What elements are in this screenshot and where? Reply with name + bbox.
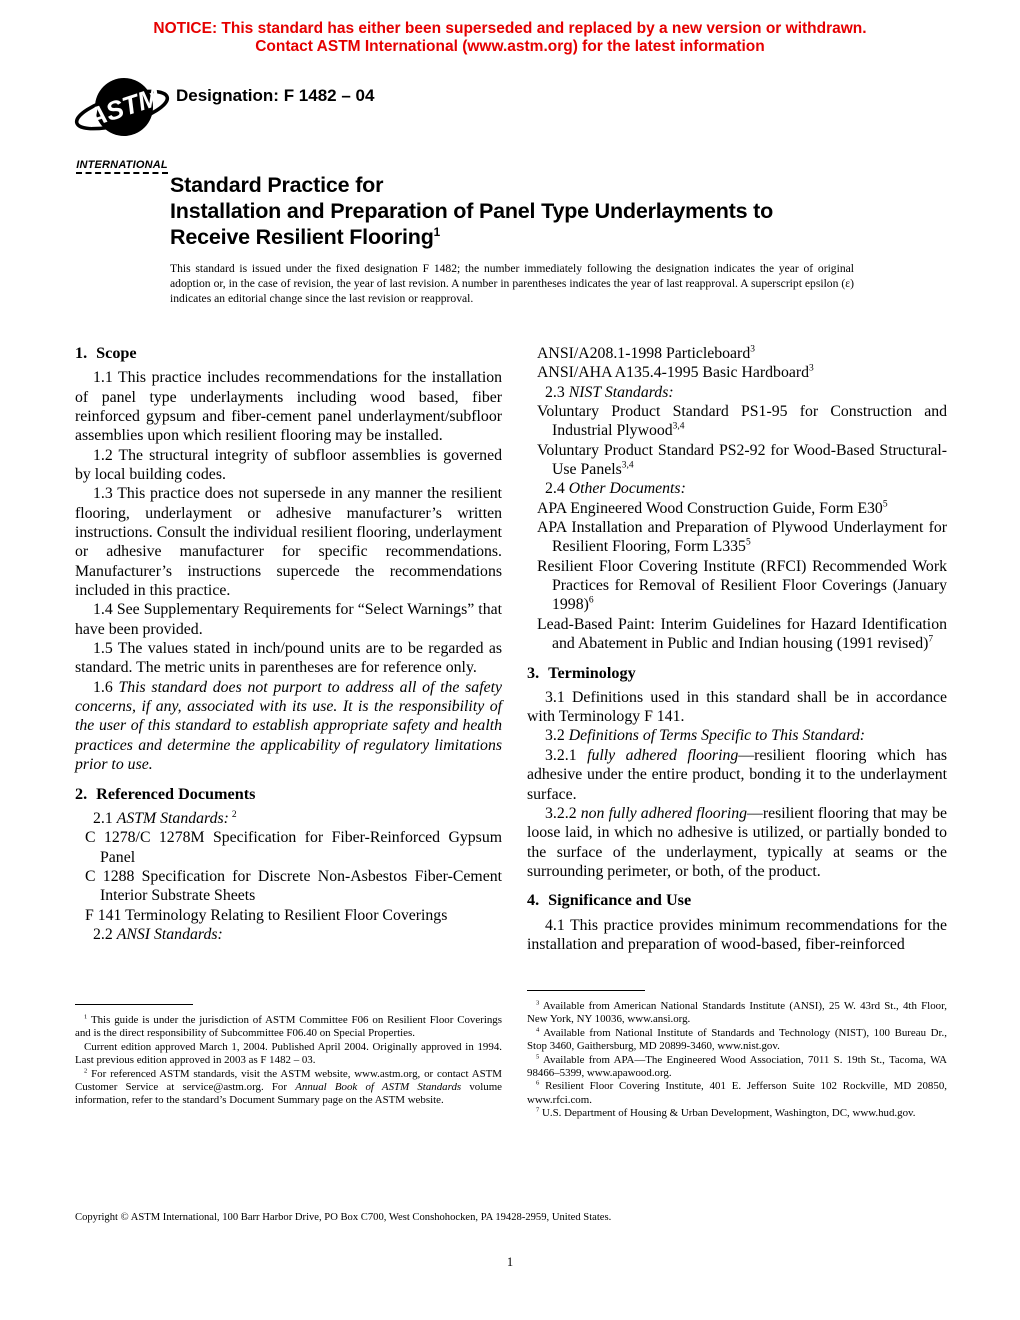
- para-3-2: 3.2 Definitions of Terms Specific to This Standard:: [545, 727, 866, 745]
- astm-globe-icon: [72, 70, 172, 150]
- section-2-heading: 2. Referenced Documents: [75, 784, 256, 803]
- ref-nist-ps2: Voluntary Product Standard PS2-92 for Wood-Based Structural-Use Panels$^{3,4}$: [537, 441, 947, 479]
- title-line-1: Standard Practice for: [170, 173, 384, 197]
- footnote-5: $^5$ Available from APA—The Engineered Wood Association, 7011 S. 19th St., Tacoma, WA 98466–5399, www.apawood.org.: [527, 1053, 948, 1080]
- title-footnote-ref: 1: [433, 224, 440, 239]
- page-title: [170, 172, 773, 250]
- title-line-3: Receive Resilient Flooring$^1$: [170, 224, 440, 249]
- ref-astm-c1278: C 1278/C 1278M Specification for Fiber-Reinforced Gypsum Panel: [85, 829, 502, 866]
- ref-apa-l335: APA Installation and Preparation of Plywood Underlayment for Resilient Flooring, Form $L335^5$: [537, 519, 947, 556]
- para-1-2: 1.2 The structural integrity of subfloor assemblies is governed by local building codes.: [75, 446, 502, 484]
- astm-logo: [68, 70, 176, 174]
- footnote-6: $^6$ Resilient Floor Covering Institute, 401 E. Jefferson Suite 102 Rockville, MD 20850, www.rfci.com.: [527, 1079, 947, 1106]
- right-column: [527, 344, 947, 954]
- ref-ansi-hardboard: ANSI/AHA A135.4-1995 Basic Hardboard$^3$: [537, 364, 814, 382]
- para-2-3: 2.3 NIST Standards:: [545, 383, 674, 401]
- ref-apa-e30: APA Engineered Wood Construction Guide, Form $E30^5$: [537, 499, 888, 517]
- footnotes-left: [75, 1004, 502, 1108]
- para-3-2-1: 3.2.1 fully adhered flooring—resilient flooring which has adhesive under the entire product, bonding it to the underlayment surface.: [527, 746, 947, 803]
- ref-astm-c1288: C 1288 Specification for Discrete Non-Asbestos Fiber-Cement Interior Substrate Sheets: [85, 867, 502, 905]
- section-4-heading: 4. Significance and Use: [527, 891, 692, 910]
- para-1-6: 1.6 This standard does not purport to address all of the safety concerns, if any, associated with its use. It is the responsibility of the user of this standard to establish appropriate safety and health practices and determine the applicability of regulatory limitations prior to use.: [75, 678, 502, 774]
- footnote-2: $^2$ For referenced ASTM standards, visit the ASTM website, www.astm.org, or contact ASTM Customer Service at service@astm.org. For Annual Book of ASTM Standards volume information, refer to the standard’s Document Summary page on the ASTM website.: [75, 1067, 503, 1107]
- para-3-1: 3.1 Definitions used in this standard shall be in accordance with Terminology F 141.: [527, 688, 947, 726]
- para-4-1: 4.1 This practice provides minimum recommendations for the installation and preparation of wood-based, fiber-reinforced: [527, 916, 947, 953]
- issuance-preamble: This standard is issued under the fixed designation F 1482; the number immediately following the designation indicates the year of original adoption or, in the case of revision, the year of last revision. A number in parentheses indicates the year of last reapproval. A superscript epsilon (ε) indicates an editorial change since the last revision or reapproval.: [170, 262, 854, 305]
- footnote-rule-right: [527, 990, 645, 991]
- footnotes-right: [527, 990, 947, 1121]
- footnote-1-edition: Current edition approved March 1, 2004. Published April 2004. Originally approved in 1994. Last previous edition approved in 2003 as F 1482 – 03.: [75, 1040, 502, 1067]
- para-3-2-2: 3.2.2 non fully adhered flooring—resilient flooring that may be loose laid, in which no adhesive is utilized, or partially bonded to the surface of the underlayment, typically at seams or the surrounding perimeter, or both, of the product.: [527, 804, 947, 880]
- ref-rfci: Resilient Floor Covering Institute (RFCI) Recommended Work Practices for Removal of Resilient Floor Coverings (January 1998)$^6$: [537, 557, 947, 614]
- footnote-7: $^7$ U.S. Department of Housing & Urban Development, Washington, DC, www.hud.gov.: [536, 1106, 916, 1120]
- section-1-heading: 1. Scope: [75, 344, 137, 362]
- para-1-1: 1.1 This practice includes recommendations for the installation of panel type underlayments including wood based, fiber reinforced gypsum and fiber-cement panel underlayment/subfloor assemblies upon which resilient flooring may be installed.: [75, 369, 502, 445]
- para-1-3: 1.3 This practice does not supersede in any manner the resilient flooring, underlayment or adhesive manufacturer’s written instructions. Consult the individual resilient flooring, underlayment or adhesive manufacturer for specific recommendations. Manufacturer’s instructions supercede the recommendations included in this practice.: [75, 485, 502, 600]
- ref-astm-f141: F 141 Terminology Relating to Resilient Floor Coverings: [85, 906, 448, 924]
- section-3-heading: 3. Terminology: [527, 663, 636, 682]
- ref-nist-ps1: Voluntary Product Standard PS1-95 for Construction and Industrial Plywood$^{3,4}$: [537, 403, 947, 440]
- notice-line-2: Contact ASTM International (www.astm.org) for the latest information: [255, 38, 765, 55]
- para-1-5: 1.5 The values stated in inch/pound units are to be regarded as standard. The metric units in parentheses are for reference only.: [75, 640, 502, 677]
- title-line-2: Installation and Preparation of Panel Type Underlayments to: [170, 199, 774, 223]
- left-column: [75, 344, 502, 944]
- ref-ansi-particleboard: ANSI/A208.1-1998 Particleboard$^3$: [537, 344, 755, 362]
- para-2-2: 2.2 ANSI Standards:: [93, 925, 223, 943]
- designation-line: [176, 86, 374, 106]
- notice-line-1: NOTICE: This standard has either been superseded and replaced by a new version or withdrawn.: [153, 20, 867, 37]
- footnote-4: $^4$ Available from National Institute of Standards and Technology (NIST), 100 Bureau Dr., Stop 3460, Gaithersburg, MD 20899-3460, www.nist.gov.: [527, 1026, 947, 1053]
- superseded-notice: [0, 20, 1020, 56]
- ref-lead-paint: Lead-Based Paint: Interim Guidelines for Hazard Identification and Abatement in Public and Indian housing (1991 revised)$^7$: [537, 615, 947, 653]
- footnote-1: $^1$ This guide is under the jurisdiction of ASTM Committee F06 on Resilient Floor Coverings and is the direct responsibility of Subcommittee F06.40 on Special Properties.: [75, 1013, 502, 1040]
- page-number: 1: [506, 1255, 514, 1269]
- footnote-rule-left: [75, 1004, 193, 1005]
- para-1-4: 1.4 See Supplementary Requirements for “Select Warnings” that have been provided.: [75, 601, 502, 638]
- para-2-4: 2.4 Other Documents:: [545, 480, 686, 498]
- designation-label: Designation:: [176, 86, 279, 105]
- astm-logo-text: ASTM: [84, 81, 164, 133]
- copyright-line: Copyright © ASTM International, 100 Barr Harbor Drive, PO Box C700, West Conshohocken, PA 19428-2959, United States.: [75, 1212, 612, 1223]
- astm-logo-subtext: INTERNATIONAL: [76, 159, 168, 174]
- para-2-1: 2.1 ASTM Standards: $^2$: [93, 809, 237, 827]
- footnote-3: $^3$ Available from American National Standards Institute (ANSI), 25 W. 43rd St., 4th Floor, New York, NY 10036, www.ansi.org.: [527, 999, 947, 1026]
- designation-value: F 1482 – 04: [283, 86, 375, 105]
